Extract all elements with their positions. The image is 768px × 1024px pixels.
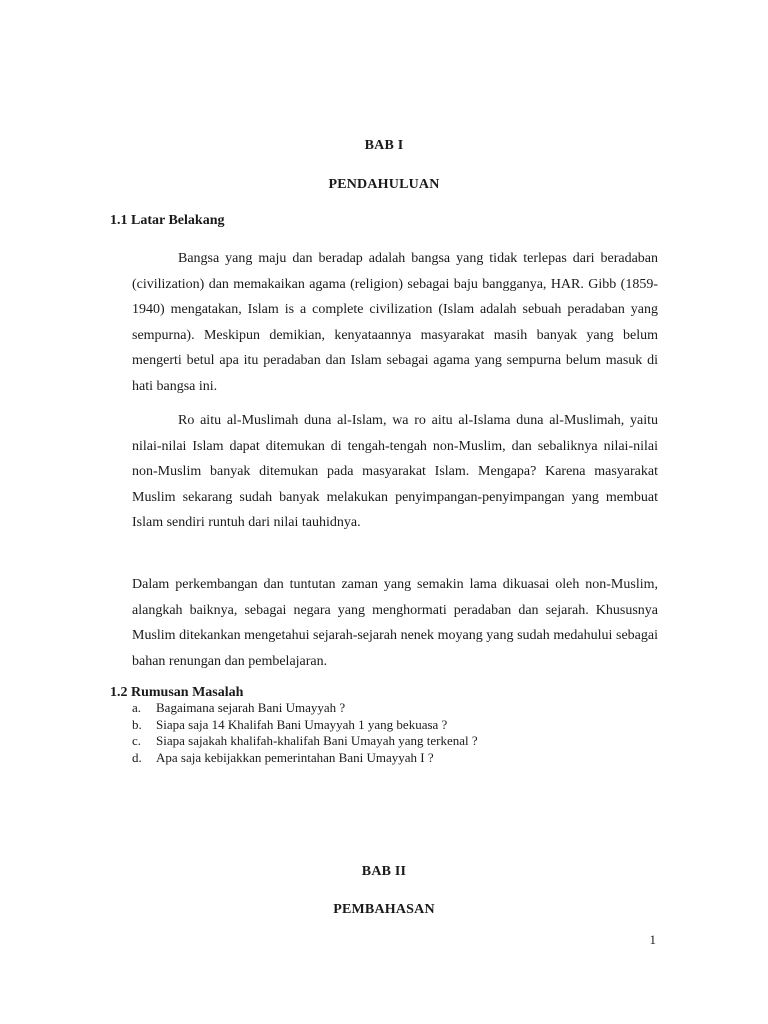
list-item-text: Apa saja kebijakkan pemerintahan Bani Umayyah I ? [156,749,434,765]
list-marker: d. [132,749,142,765]
list-marker: a. [132,700,142,715]
chapter-2-title: PEMBAHASAN [333,902,435,917]
section-1-1-heading: 1.1 Latar Belakang [110,213,225,228]
paragraph-3: Dalam perkembangan dan tuntutan zaman yang semakin lama dikuasai oleh non-Muslim, alangkah baiknya, sebagai negara yang menghormati peradaban dan sejarah. Khususnya Muslim ditekankan mengetahui sejarah-sejarah nenek moyang yang sudah medahului sebagai bahan renungan dan pembelajaran. [132,577,658,669]
chapter-1-heading: BAB I [364,138,404,153]
list-marker: c. [132,733,142,748]
list-item [132,700,652,717]
list-item-text: Bagaimana sejarah Bani Umayyah ? [156,700,346,715]
list-item [132,717,652,734]
paragraph-1: Bangsa yang maju dan beradap adalah bangsa yang tidak terlepas dari beradaban (civilization) dan memakaikan agama (religion) sebagai baju bangganya, HAR. Gibb (1859-1940) mengatakan, Islam is a complete civilization (Islam adalah sebuah peradaban yang sempurna). Meskipun demikian, kenyataannya masyarakat masih banyak yang belum mengerti betul apa itu peradaban dan Islam sebagai agama yang sempurna belum masuk di hati bangsa ini. [132,251,658,394]
chapter-1-title: PENDAHULUAN [328,177,440,192]
list-item-text: Siapa saja 14 Khalifah Bani Umayyah 1 yang bekuasa ? [156,716,448,732]
problem-list [132,700,652,766]
chapter-2-heading: BAB II [361,864,407,879]
list-marker: b. [132,716,142,732]
list-item [132,733,652,750]
page-number: 1 [649,932,656,947]
paragraph-2: Ro aitu al-Muslimah duna al-Islam, wa ro aitu al-Islama duna al-Muslimah, yaitu nilai-nilai Islam dapat ditemukan di tengah-tengah non-Muslim, dan sebaliknya nilai-nilai non-Muslim banyak ditemukan pada masyarakat Islam. Mengapa? Karena masyarakat Muslim sekarang sudah banyak melakukan penyimpangan-penyimpangan yang membuat Islam sendiri runtuh dari nilai tauhidnya. [132,413,658,530]
list-item [132,750,652,767]
section-1-2-heading: 1.2 Rumusan Masalah [110,685,244,700]
list-item-text: Siapa sajakah khalifah-khalifah Bani Umayah yang terkenal ? [156,733,478,748]
